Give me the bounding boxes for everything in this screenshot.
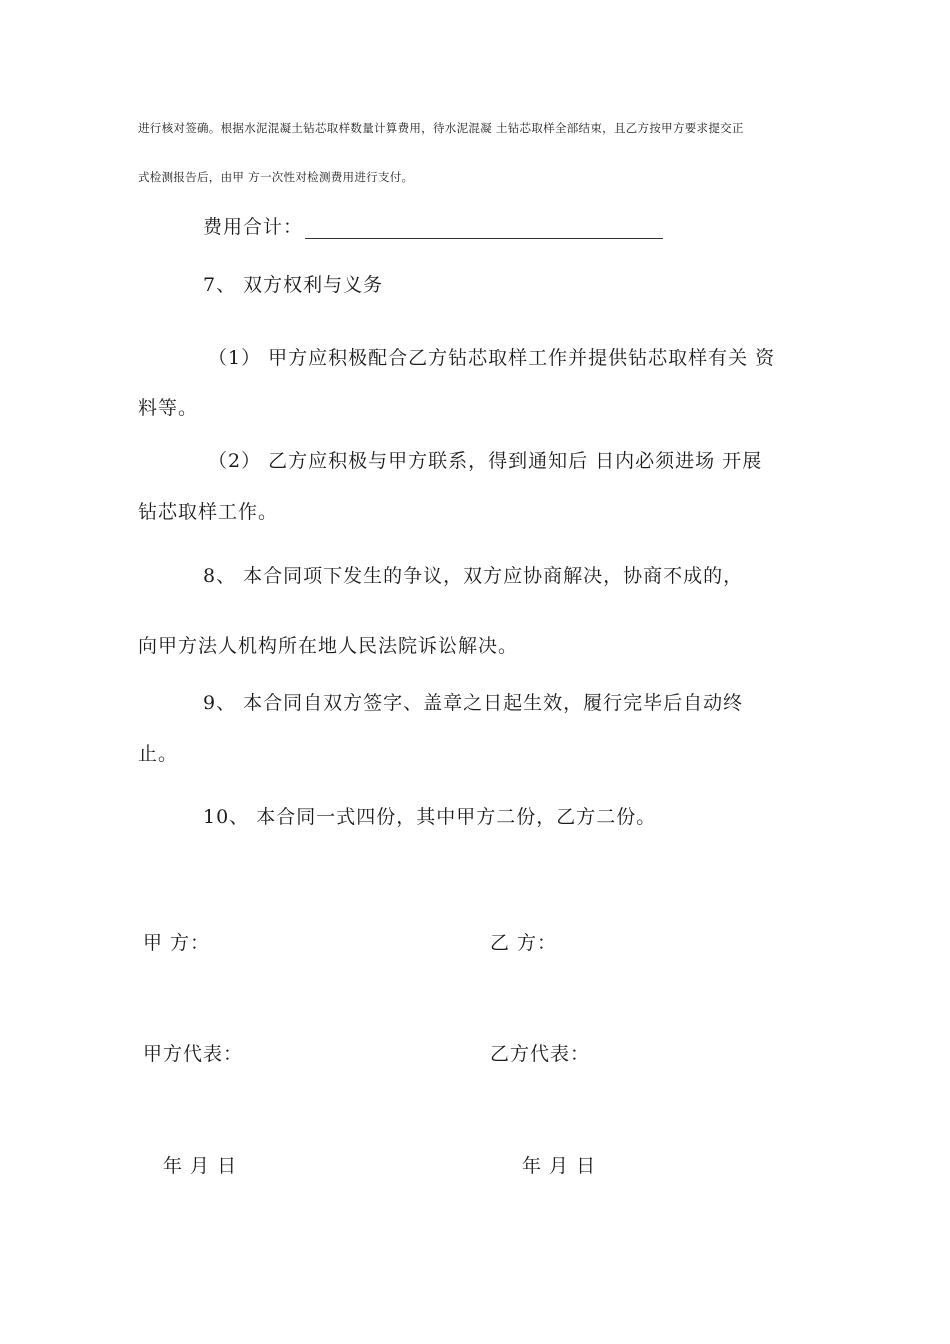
party-b-label: 乙 方： [490,932,558,954]
fee-total-row [203,212,663,239]
section-heading: 7、 双方权利与义务 [203,274,384,296]
paragraph-line: 进行核对签确。根据水泥混凝土钻芯取样数量计算费用，待水泥混凝 土钻芯取样全部结束，且乙方按甲方要求提交正 [138,121,744,135]
paragraph-line: 止。 [138,743,179,765]
paragraph-line: （1） 甲方应积极配合乙方钻芯取样工作并提供钻芯取样有关 资 [208,347,776,369]
paragraph-line: 向甲方法人机构所在地人民法院诉讼解决。 [138,635,519,657]
paragraph-line: 9、 本合同自双方签字、盖章之日起生效，履行完毕后自动终 [203,692,744,714]
party-b-date: 年 月 日 [522,1155,597,1177]
fee-total-blank [305,220,663,239]
paragraph-line: 10、 本合同一式四份，其中甲方二份，乙方二份。 [203,806,657,828]
paragraph-line: 钻芯取样工作。 [138,501,279,523]
party-a-date: 年 月 日 [163,1155,238,1177]
paragraph-line: 料等。 [138,397,199,419]
paragraph-line: 式检测报告后，由甲 方一次性对检测费用进行支付。 [138,170,414,184]
party-b-representative-label: 乙方代表： [490,1043,591,1065]
party-a-representative-label: 甲方代表： [143,1043,244,1065]
party-a-label: 甲 方： [143,932,211,954]
paragraph-line: （2） 乙方应积极与甲方联系，得到通知后 日内必须进场 开展 [208,450,763,472]
fee-total-label: 费用合计： [203,216,304,238]
paragraph-line: 8、 本合同项下发生的争议，双方应协商解决，协商不成的， [203,565,744,587]
